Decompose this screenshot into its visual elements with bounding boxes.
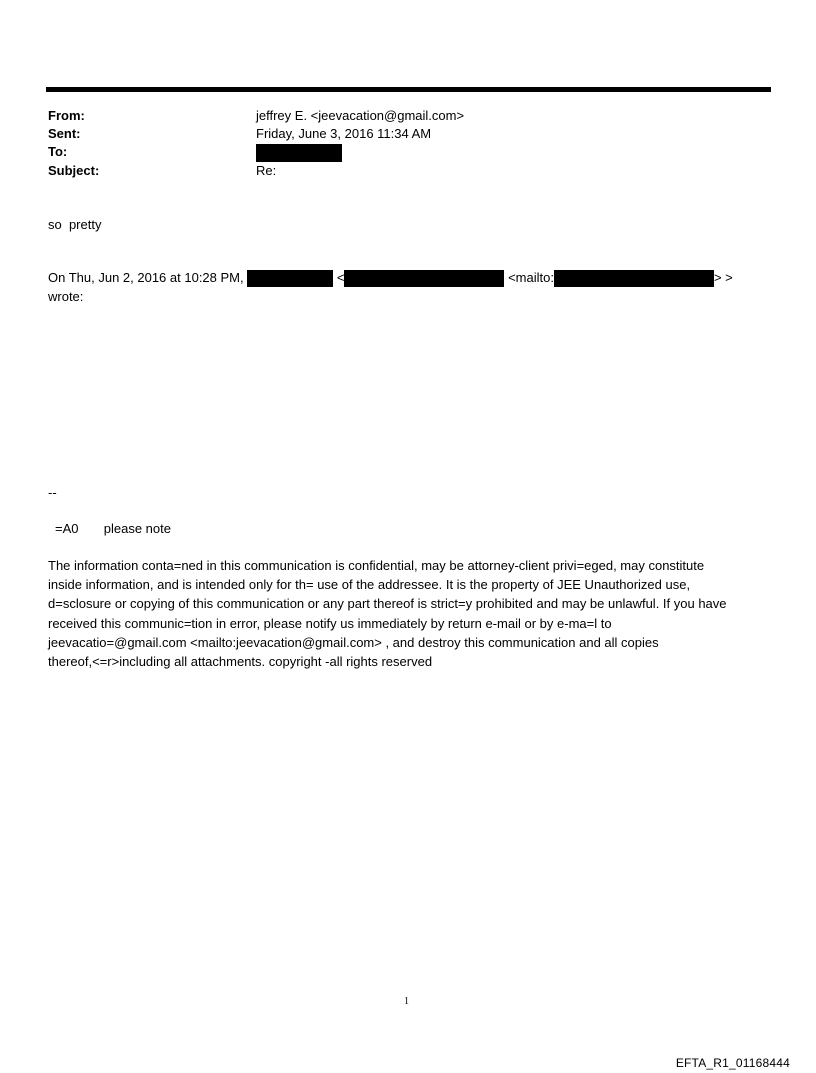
sent-label: Sent:	[48, 126, 81, 141]
reply-text: so pretty	[48, 217, 102, 232]
page-number: 1	[404, 996, 409, 1007]
quote-lt: <	[336, 270, 345, 285]
from-value: jeffrey E. <jeevacation@gmail.com>	[256, 108, 465, 123]
disclaimer-line: received this communic=tion in error, please notify us immediately by return e-mail or by e-ma=l to	[48, 615, 612, 631]
disclaimer-line: d=sclosure or copying of this communication or any part thereof is strict=y prohibited and may be unlawful. If you have	[48, 596, 727, 612]
quote-header-line	[48, 269, 733, 287]
redaction-block	[554, 270, 714, 287]
to-label: To:	[48, 144, 68, 159]
redaction-block	[344, 270, 504, 287]
quote-wrote: wrote:	[48, 289, 84, 304]
to-value	[256, 143, 342, 162]
redaction-block	[256, 144, 342, 162]
sent-value: Friday, June 3, 2016 11:34 AM	[256, 126, 432, 141]
subject-value: Re:	[256, 163, 277, 178]
disclaimer-paragraph	[48, 556, 768, 671]
disclaimer-line: thereof,<=r>including all attachments. copyright -all rights reserved	[48, 654, 433, 670]
signature-separator: --	[48, 485, 57, 500]
quote-intro: On Thu, Jun 2, 2016 at 10:28 PM,	[48, 270, 244, 285]
disclaimer-line: inside information, and is intended only for th= use of the addressee. It is the property of JEE Unauthorized use,	[48, 577, 691, 593]
disclaimer-line: jeevacatio=@gmail.com <mailto:jeevacation@gmail.com> , and destroy this communication and all copies	[48, 634, 659, 650]
note-code: =A0	[55, 521, 79, 536]
quote-mailto: <mailto:	[508, 270, 554, 285]
quote-end: > >	[713, 270, 733, 285]
note-text: please note	[103, 521, 171, 536]
disclaimer-line: The information conta=ned in this communication is confidential, may be attorney-client privi=eged, may constitute	[48, 558, 705, 573]
from-label: From:	[48, 108, 85, 123]
note-line	[55, 520, 171, 538]
bates-number: EFTA_R1_01168444	[675, 1056, 790, 1070]
header-divider	[46, 87, 771, 92]
subject-label: Subject:	[48, 163, 100, 178]
redaction-block	[247, 270, 333, 287]
